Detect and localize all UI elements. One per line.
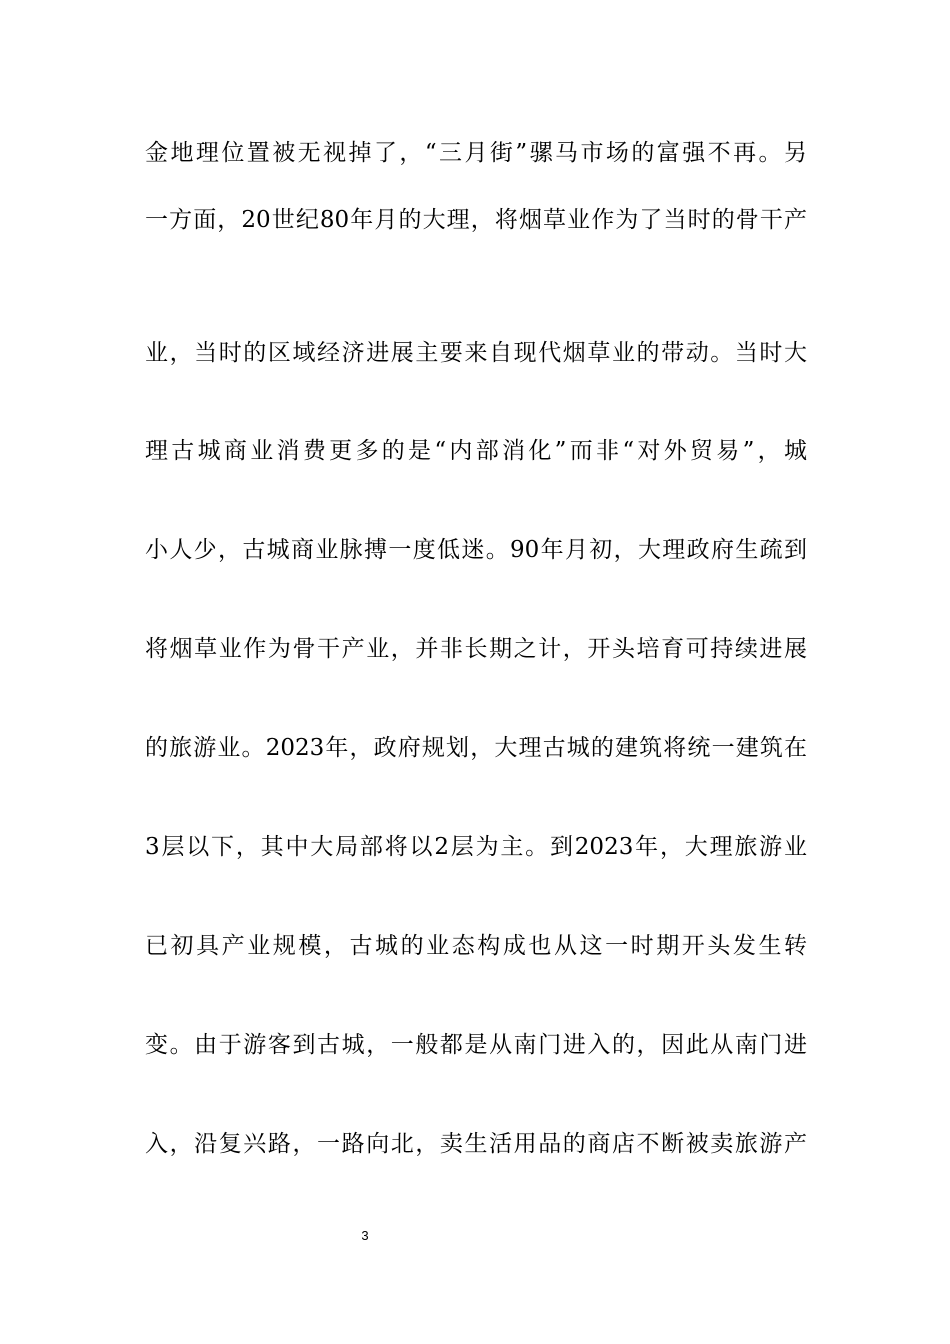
paragraph-line: 的旅游业。2023年，政府规划，大理古城的建筑将统一建筑在 (145, 735, 807, 761)
page-number: 3 (361, 1228, 369, 1243)
paragraph-line: 小人少，古城商业脉搏一度低迷。90年月初，大理政府生疏到 (145, 537, 807, 563)
paragraph-line: 变。由于游客到古城，一般都是从南门进入的，因此从南门进 (145, 1032, 807, 1058)
paragraph-line: 入，沿复兴路，一路向北，卖生活用品的商店不断被卖旅游产 (145, 1131, 807, 1157)
paragraph-line: 业，当时的区域经济进展主要来自现代烟草业的带动。当时大 (145, 340, 807, 366)
paragraph-line: 将烟草业作为骨干产业，并非长期之计，开头培育可持续进展 (145, 636, 807, 662)
paragraph-line: 一方面，20世纪80年月的大理，将烟草业作为了当时的骨干产 (145, 207, 807, 233)
paragraph-line: 理古城商业消费更多的是“内部消化”而非“对外贸易”，城 (145, 438, 807, 464)
paragraph-line: 已初具产业规模，古城的业态构成也从这一时期开头发生转 (145, 933, 807, 959)
paragraph-line: 金地理位置被无视掉了，“三月街”骡马市场的富强不再。另 (145, 140, 807, 166)
paragraph-line: 3层以下，其中大局部将以2层为主。到2023年，大理旅游业 (145, 834, 807, 860)
